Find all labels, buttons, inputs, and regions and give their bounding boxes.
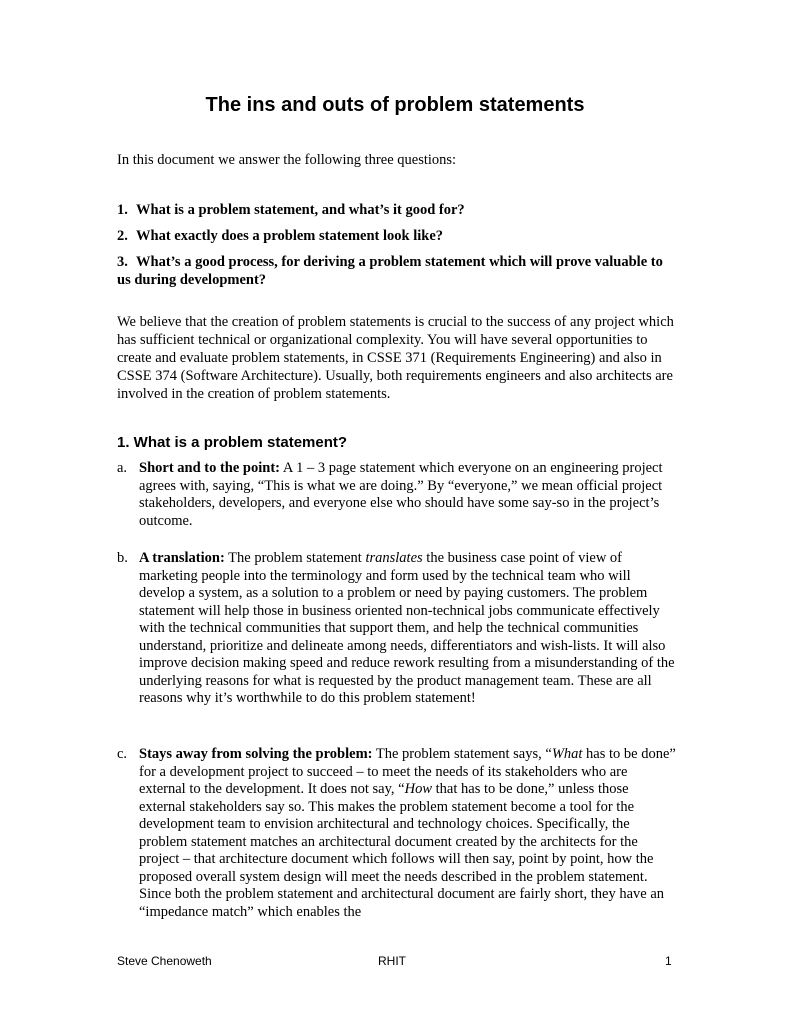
item-body <box>139 746 677 921</box>
item-text: The problem statement says, “ <box>372 746 552 762</box>
item-text: that has to be done,” unless those external stakeholders say so. This makes the problem statement become a tool for the development team to envision architectural and technology choices. Specifically, the problem statement matches an architectural document created by the architects for the project – that architecture document which follows will then say, point by point, how the proposed overall system design will meet the needs described in the problem statement. Since both the problem statement and architectural document are fairly short, they have an “impedance match” which enables the <box>139 781 665 920</box>
question-item <box>117 227 443 245</box>
item-body <box>139 460 677 530</box>
overview-paragraph: We believe that the creation of problem statements is crucial to the success of any project which has sufficient technical or organizational complexity. You will have several opportunities to create and evaluate problem statements, in CSSE 371 (Requirements Engineering) and also in CSSE 374 (Software Architecture). Usually, both requirements engineers and also architects are involved in the creation of problem statements. <box>117 314 674 402</box>
item-emphasis: translates <box>365 550 423 566</box>
section-heading: 1. What is a problem statement? <box>117 434 348 451</box>
item-text: The problem statement <box>224 550 366 566</box>
footer-author: Steve Chenoweth <box>117 954 212 968</box>
item-letter: b. <box>117 550 128 566</box>
item-lead: A translation: <box>139 550 225 566</box>
item-emphasis: What <box>551 746 583 762</box>
footer-page-number: 1 <box>665 954 672 968</box>
question-text: What exactly does a problem statement look like? <box>136 228 444 244</box>
list-item <box>117 460 677 530</box>
item-text: A 1 – 3 page statement which everyone on an engineering project agrees with, saying, “This is what we are doing.” By “everyone,” we mean official project stakeholders, developers, and everyone else who should have some say-so in the project’s outcome. <box>139 460 663 529</box>
list-item <box>117 746 677 921</box>
question-text: What is a problem statement, and what’s it good for? <box>136 202 465 218</box>
document-title: The ins and outs of problem statements <box>205 94 585 116</box>
item-body <box>139 550 677 708</box>
item-lead: Stays away from solving the problem: <box>139 746 373 762</box>
item-letter: c. <box>117 746 128 762</box>
question-number: 1. <box>117 202 128 218</box>
item-text: the business case point of view of marketing people into the terminology and form used by the technical team who will develop a system, as a solution to a problem or need by paying customers. The problem statement will help those in business oriented non-technical jobs communicate effectively with the technical communities that support them, and help the technical communities understand, prioritize and delineate among needs, differentiators and wish-lists. It will also improve decision making speed and reduce rework resulting from a misunderstanding of the underlying reasons for what is requested by the product management team. These are all reasons why it’s worthwhile to do this problem statement! <box>139 550 675 706</box>
intro-text: In this document we answer the following three questions: <box>117 152 457 168</box>
item-emphasis: How <box>404 781 433 797</box>
list-item <box>117 550 677 708</box>
question-number: 2. <box>117 228 128 244</box>
item-text: has to be done” for a development project to succeed – to meet the needs of its stakeholders who are external to the development. It does not say, “ <box>139 746 676 797</box>
item-lead: Short and to the point: <box>139 460 280 476</box>
question-item <box>117 201 465 219</box>
item-letter: a. <box>117 460 128 476</box>
question-text: What’s a good process, for deriving a problem statement which will prove valuable to us during development? <box>117 254 663 288</box>
question-item <box>117 253 677 289</box>
question-number: 3. <box>117 254 128 270</box>
footer-org: RHIT <box>378 954 406 968</box>
